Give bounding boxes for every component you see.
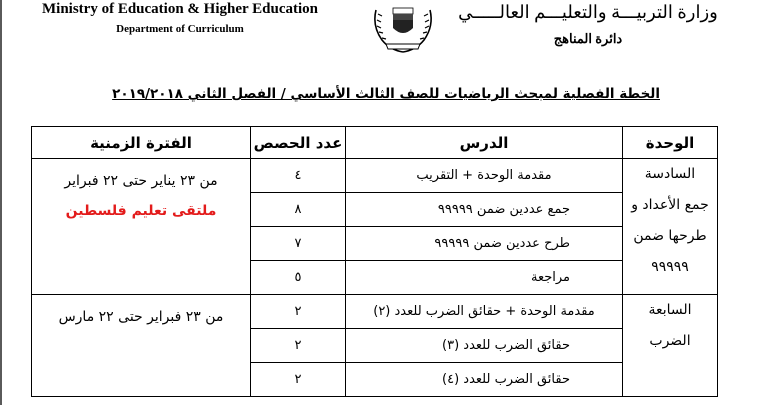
unit6-line: جمع الأعداد و: [631, 197, 709, 213]
plan-title: الخطة الفصلية لمبحث الرياضيات للصف الثالث الأساسي / الفصل الثاني ٢٠١٩/٢٠١٨: [112, 86, 660, 102]
plan-table: [31, 126, 718, 397]
count-cell: ٢: [251, 295, 346, 329]
period-note: ملتقى تعليم فلسطين: [65, 203, 217, 219]
table-row: [32, 295, 718, 329]
count-cell: ٢: [251, 329, 346, 363]
lesson-cell: مقدمة الوحدة + حقائق الضرب للعدد (٢): [346, 295, 623, 329]
lesson-cell: حقائق الضرب للعدد (٤): [346, 363, 623, 397]
header-count: عدد الحصص: [251, 127, 346, 159]
unit-cell-6: [623, 159, 718, 295]
unit6-line: السادسة: [644, 166, 696, 182]
lesson-cell: حقائق الضرب للعدد (٣): [346, 329, 623, 363]
period-cell-7: [32, 295, 251, 397]
period-dates: من ٢٣ يناير حتى ٢٢ فبراير: [64, 173, 218, 189]
count-cell: ٤: [251, 159, 346, 193]
period-dates: من ٢٣ فبراير حتى ٢٢ مارس: [58, 309, 224, 325]
count-cell: ٢: [251, 363, 346, 397]
lesson-cell: مقدمة الوحدة + التقريب: [346, 159, 623, 193]
count-cell: ٧: [251, 227, 346, 261]
unit7-line: السابعة: [648, 302, 692, 318]
unit-cell-7: [623, 295, 718, 397]
department-name-en: Department of Curriculum: [116, 23, 244, 35]
count-cell: ٨: [251, 193, 346, 227]
header-arabic: [438, 0, 738, 48]
page-edge-line: [0, 0, 2, 405]
period-cell-6: [32, 159, 251, 295]
table-row: [32, 159, 718, 193]
palestine-emblem: [368, 0, 438, 56]
ministry-name-ar: وزارة التربيـــة والتعليـــم العالـــــي: [458, 2, 718, 22]
count-cell: ٥: [251, 261, 346, 295]
header-lesson: الدرس: [346, 127, 623, 159]
unit6-line: ٩٩٩٩٩: [651, 259, 689, 275]
lesson-cell: مراجعة: [346, 261, 623, 295]
unit7-line: الضرب: [649, 333, 691, 349]
ministry-name-en: Ministry of Education & Higher Education: [42, 1, 318, 17]
table-header-row: [32, 127, 718, 159]
department-name-ar: دائرة المناهج: [553, 31, 623, 46]
lesson-cell: جمع عددين ضمن ٩٩٩٩٩: [346, 193, 623, 227]
unit6-line: طرحها ضمن: [633, 228, 707, 244]
lesson-cell: طرح عددين ضمن ٩٩٩٩٩: [346, 227, 623, 261]
header-period: الفترة الزمنية: [32, 127, 251, 159]
header-english: [30, 0, 330, 37]
header-unit: الوحدة: [623, 127, 718, 159]
